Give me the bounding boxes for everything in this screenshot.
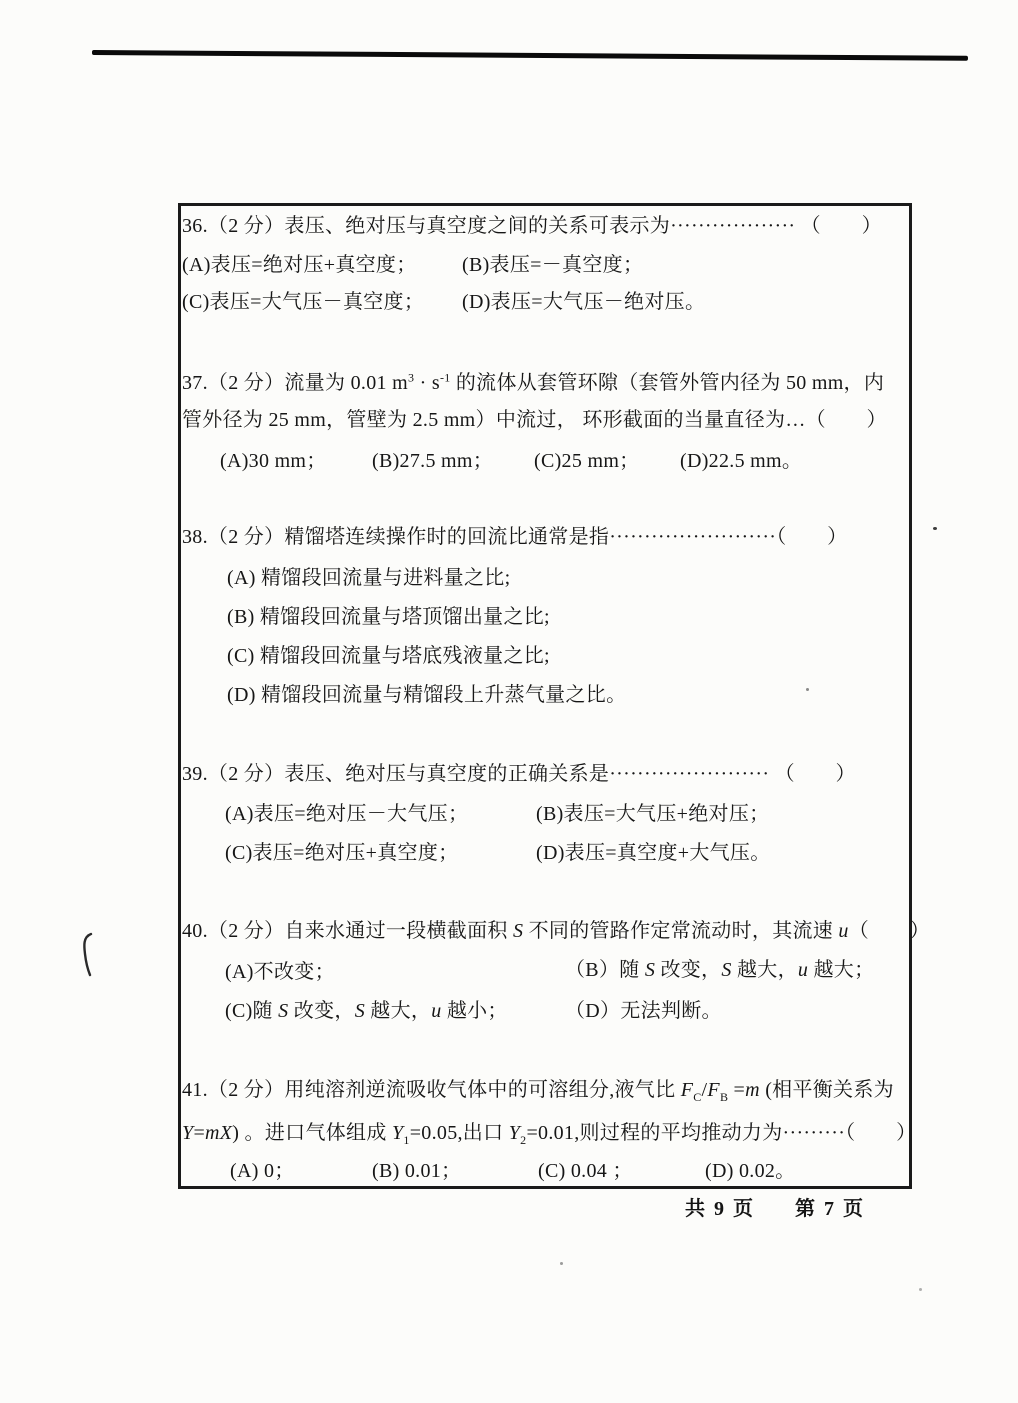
question-38-option-c: (C) 精馏段回流量与塔底残液量之比; [227, 645, 550, 667]
question-39-option-d: (D)表压=真空度+大气压。 [536, 842, 771, 864]
question-39-option-c: (C)表压=绝对压+真空度； [225, 842, 459, 864]
question-38-stem: 38.（2 分）精馏塔连续操作时的回流比通常是指························（ ） [182, 526, 848, 548]
scan-speck [919, 1288, 922, 1291]
question-39-stem: 39.（2 分）表压、绝对压与真空度的正确关系是······················· （ ） [182, 763, 856, 785]
question-37-stem-line2: 管外径为 25 mm，管壁为 2.5 mm）中流过， 环形截面的当量直径为…（ ） [182, 409, 887, 431]
scan-speck [806, 688, 809, 691]
question-38-option-d: (D) 精馏段回流量与精馏段上升蒸气量之比。 [227, 684, 627, 706]
question-36-stem: 36.（2 分）表压、绝对压与真空度之间的关系可表示为·················· （ ） [182, 215, 882, 237]
question-37-option-b: (B)27.5 mm； [372, 450, 494, 472]
question-40-option-c: (C)随 S 改变，S 越大，u 越小； [225, 1000, 508, 1022]
question-40-option-d: （D）无法判断。 [565, 1000, 722, 1022]
question-40-option-a: (A)不改变； [225, 961, 335, 983]
scan-speck [560, 1262, 563, 1265]
question-36-option-a: (A)表压=绝对压+真空度； [182, 254, 417, 276]
question-37-option-c: (C)25 mm； [534, 450, 640, 472]
top-scan-rule [92, 50, 968, 61]
question-36-option-b: (B)表压=－真空度； [462, 254, 644, 276]
question-41-option-b: (B) 0.01； [372, 1160, 462, 1182]
scan-speck [933, 527, 937, 530]
question-40-stem: 40.（2 分）自来水通过一段横截面积 S 不同的管路作定常流动时，其流速 u（ ） [182, 920, 930, 942]
question-36-option-d: (D)表压=大气压－绝对压。 [462, 291, 706, 313]
question-36-option-c: (C)表压=大气压－真空度； [182, 291, 425, 313]
question-41-option-a: (A) 0； [230, 1160, 295, 1182]
question-41-stem-line1: 41.（2 分）用纯溶剂逆流吸收气体中的可溶组分,液气比 $F_C/F_B =m$ (相平衡关系为 [182, 1079, 894, 1104]
question-41-option-d: (D) 0.02。 [705, 1160, 796, 1182]
footer-total-pages: 共 9 页 [685, 1198, 755, 1220]
pen-stroke-mark [78, 930, 102, 980]
question-39-option-a: (A)表压=绝对压－大气压； [225, 803, 469, 825]
question-37-option-d: (D)22.5 mm。 [680, 450, 803, 472]
question-38-option-b: (B) 精馏段回流量与塔顶馏出量之比; [227, 606, 550, 628]
question-40-option-b: （B）随 S 改变，S 越大，u 越大； [565, 959, 875, 981]
question-37-stem-line1: 37.（2 分）流量为 0.01 $m^3 \cdot s^{-1}$ 的流体从套管环隙（套管外管内径为 50 mm，内 [182, 370, 885, 394]
question-37-option-a: (A)30 mm； [220, 450, 327, 472]
question-41-stem-line2: Y=mX) 。进口气体组成 $Y_1=0.05$,出口 $Y_2=0.01$,则过程的平均推动力为·········（ ） [182, 1122, 917, 1147]
question-39-option-b: (B)表压=大气压+绝对压； [536, 803, 770, 825]
question-41-option-c: (C) 0.04 ； [538, 1160, 633, 1182]
footer-current-page: 第 7 页 [795, 1198, 865, 1220]
question-38-option-a: (A) 精馏段回流量与进料量之比; [227, 567, 511, 589]
